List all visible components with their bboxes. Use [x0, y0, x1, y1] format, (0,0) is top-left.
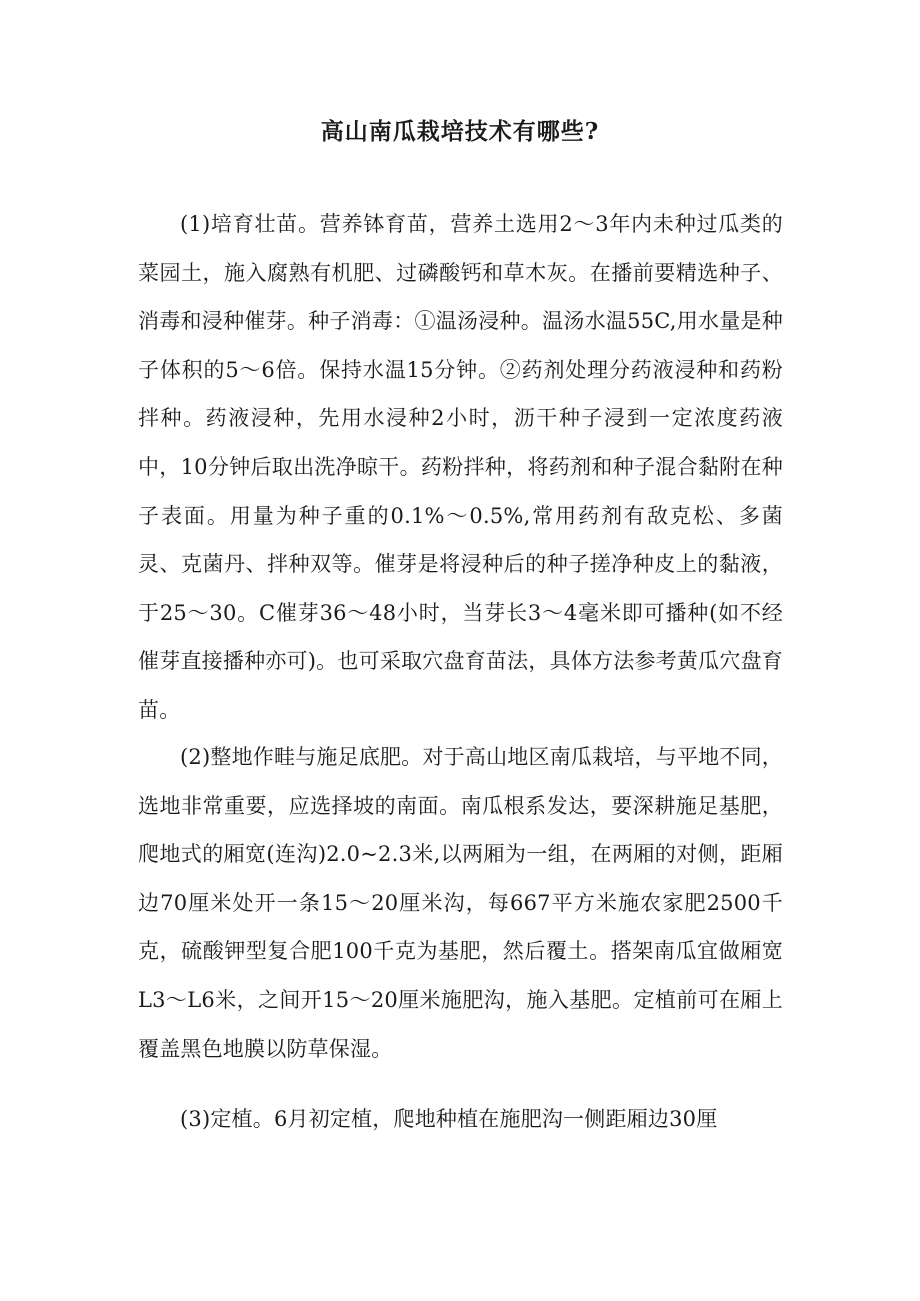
paragraph-soil-preparation: (2)整地作畦与施足底肥。对于高山地区南瓜栽培，与平地不同，选地非常重要，应选择坡的南面。南瓜根系发达，要深耕施足基肥，爬地式的厢宽(连沟)2.0~2.3米,以两厢为一组，在两厢的对侧，距厢边70厘米处开一条15～20厘米沟，每667平方米施农家肥2500千克，硫酸钾型复合肥100千克为基肥，然后覆土。搭架南瓜宜做厢宽L3～L6米，之间开15～20厘米施肥沟，施入基肥。定植前可在厢上覆盖黑色地膜以防草保湿。: [138, 745, 783, 1061]
paragraph-planting: (3)定植。6月初定植，爬地种植在施肥沟一侧距厢边30厘: [180, 1107, 718, 1131]
paragraph-seedling: (1)培育壮苗。营养钵育苗，营养土选用2～3年内未种过瓜类的菜园土，施入腐熟有机肥、过磷酸钙和草木灰。在播前要精选种子、消毒和浸种催芽。种子消毒：①温汤浸种。温汤水温55C,用水量是种子体积的5～6倍。保持水温15分钟。②药剂处理分药液浸种和药粉拌种。药液浸种，先用水浸种2小时，沥干种子浸到一定浓度药液中，10分钟后取出洗净晾干。药粉拌种，将药剂和种子混合黏附在种子表面。用量为种子重的0.1%～0.5%,常用药剂有敌克松、多菌灵、克菌丹、拌种双等。催芽是将浸种后的种子搓净种皮上的黏液，于25～30。C催芽36～48小时，当芽长3～4毫米即可播种(如不经催芽直接播种亦可)。也可采取穴盘育苗法，具体方法参考黄瓜穴盘育苗。: [138, 212, 783, 722]
document-title: 高山南瓜栽培技术有哪些?: [320, 118, 600, 145]
